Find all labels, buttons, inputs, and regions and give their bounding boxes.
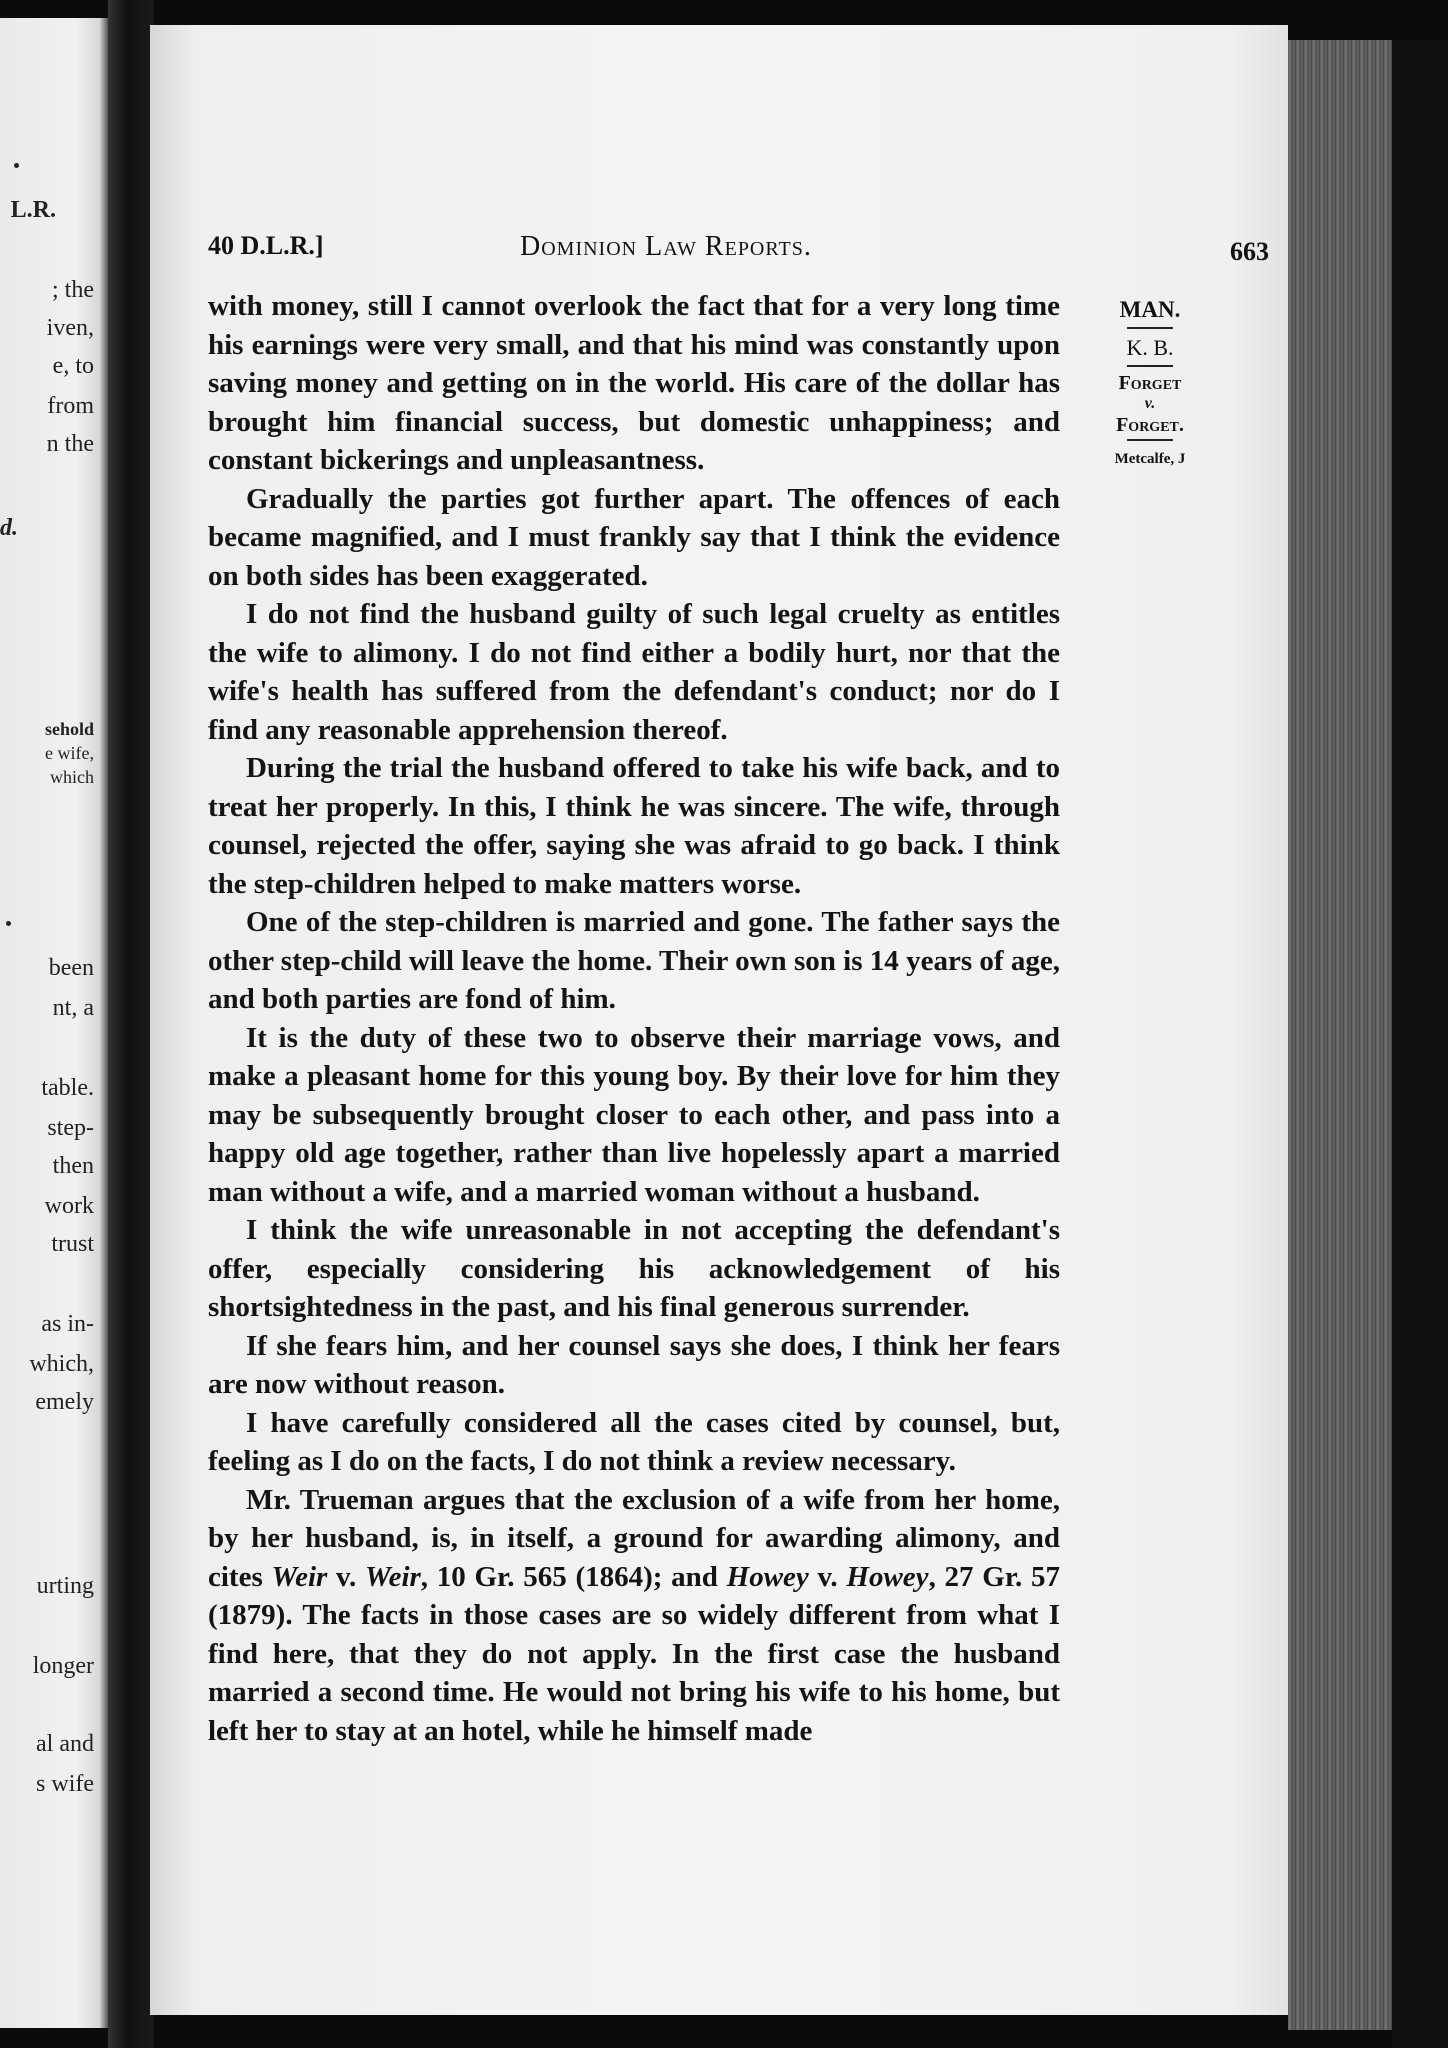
division-label: K. B. (1126, 335, 1174, 360)
volume-citation: 40 D.L.R.] (208, 231, 324, 260)
paragraph: If she fears him, and her counsel says she does, I think her fears are now without reason. (208, 1329, 1060, 1400)
court-label: MAN. (1119, 297, 1181, 322)
case-name: Weir (271, 1560, 328, 1593)
ink-dot (14, 163, 19, 168)
paragraph: I think the wife unreasonable in not accepting the defendant's offer, especially considering his acknowledgement of his shortsightedness in the past, and his final generous surrender. (208, 1214, 1060, 1323)
case-name: Howey (726, 1560, 809, 1593)
previous-page-line: d. (0, 515, 18, 541)
paragraph: with money, still I cannot overlook the fact that for a very long time his earnings were very small, and that his mind was constantly upon saving money and getting on in the world. His care of the dollar has brought him financial success, but domestic unhappiness; and constant bickerings and unpleasantness. (208, 290, 1060, 476)
case-name: Howey (846, 1560, 929, 1593)
book-cover-edge (1392, 40, 1448, 2048)
page-number: 663 (1230, 237, 1269, 266)
previous-page-line: e, to (52, 353, 94, 379)
previous-page-line: emely (35, 1389, 94, 1415)
judge-name: Metcalfe, J (1114, 451, 1186, 467)
margin-notes (1080, 295, 1220, 473)
publication-title: Dominion Law Reports. (520, 231, 812, 262)
previous-page-line: e wife, (45, 743, 94, 763)
previous-page-line: urting (36, 1573, 94, 1599)
previous-page-line: sehold (44, 719, 94, 739)
previous-page-line: ; the (52, 277, 94, 303)
previous-page-line: which (50, 767, 94, 787)
previous-page-line: trust (51, 1231, 94, 1257)
previous-page-line: al and (36, 1731, 94, 1757)
case-name: Weir (364, 1560, 421, 1593)
case-versus: v. (1144, 395, 1156, 412)
divider (1127, 327, 1173, 329)
text-run: v. (327, 1560, 365, 1593)
ink-dot (6, 921, 11, 926)
previous-page-line: s wife (36, 1771, 94, 1797)
previous-page-line: table. (41, 1075, 94, 1101)
previous-page-line: longer (32, 1653, 94, 1679)
judgment-text (208, 287, 1060, 1750)
document-page (150, 25, 1288, 2015)
paragraph-case-citations (208, 1481, 1060, 1751)
previous-page-line: n the (46, 431, 94, 457)
case-party-defendant: Forget. (1116, 414, 1184, 436)
text-run: , 27 Gr. 57 (1879). The facts in those cases are so widely different from what I find here, that they do not apply. In the first case the husband married a second time. He would not bring his wife to his home, but left her to stay at an hotel, while he himself made (208, 1560, 1060, 1747)
previous-page-line: nt, a (52, 995, 94, 1021)
paragraph: I have carefully considered all the cases cited by counsel, but, feeling as I do on the facts, I do not think a review necessary. (208, 1406, 1060, 1477)
text-run: v. (808, 1560, 847, 1593)
previous-page-line: as in- (41, 1311, 94, 1337)
previous-page-line: work (44, 1193, 94, 1219)
previous-page-line: iven, (46, 315, 94, 341)
previous-page-line: which, (29, 1351, 94, 1377)
book-gutter (108, 0, 154, 2048)
paragraph: It is the duty of these two to observe their marriage vows, and make a pleasant home for this young boy. By their love for him they may be subsequently brought closer to each other, and pass into a happy old age together, rather than live hopelessly apart a married man without a wife, and a married woman without a husband. (208, 1021, 1060, 1208)
previous-page-line: step- (47, 1115, 94, 1141)
divider (1127, 439, 1173, 441)
previous-page-line: been (48, 955, 94, 981)
previous-page-line: from (47, 393, 94, 419)
previous-page-line: then (52, 1153, 94, 1179)
paragraph: During the trial the husband offered to take his wife back, and to treat her properly. In this, I think he was sincere. The wife, through counsel, rejected the offer, saying she was afraid to go back. I think the step-children helped to make matters worse. (208, 752, 1060, 900)
paragraph: Gradually the parties got further apart. The offences of each became magnified, and I must frankly say that I think the evidence on both sides has been exaggerated. (208, 482, 1060, 592)
previous-page-edge (0, 18, 108, 2028)
paragraph: One of the step-children is married and gone. The father says the other step-child will leave the home. Their own son is 14 years of age, and both parties are fond of him. (208, 906, 1060, 1015)
case-party-plaintiff: Forget (1118, 372, 1182, 394)
divider (1127, 365, 1173, 367)
previous-page-header: L.R. (10, 197, 56, 223)
running-header (208, 231, 1378, 271)
text-run: , 10 Gr. 565 (1864); and (420, 1560, 727, 1593)
paragraph: I do not find the husband guilty of such legal cruelty as entitles the wife to alimony. I do not find either a bodily hurt, nor that the wife's health has suffered from the defendant's conduct; nor do I find any reasonable apprehension thereof. (208, 598, 1060, 746)
text-run: Mr. Trueman argues that the exclusion of a wife from her home, by her husband, is, in itself, a ground for awarding alimony, and cites (208, 1483, 1060, 1593)
